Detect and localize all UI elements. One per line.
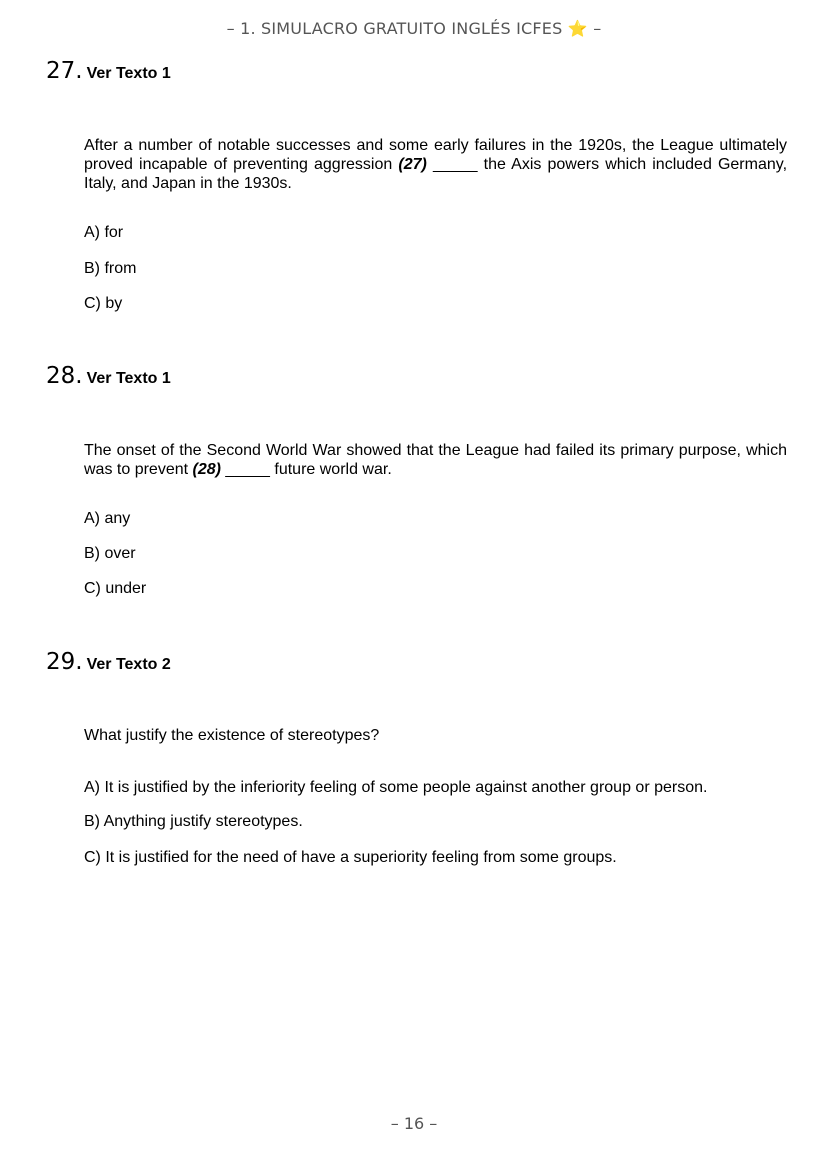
text-after-blank: the Axis powers which included Germany, Italy, and Japan in the 1930s. [84, 156, 788, 192]
option-a[interactable]: A) It is justified by the inferiority feeling of some people against another group or person. [84, 779, 708, 796]
question-text [84, 441, 787, 479]
question-number: 27. [46, 58, 83, 84]
question-27 [46, 58, 788, 312]
text-before-blank: After a number of notable successes and some early failures in the 1920s, the League ultimately proved incapable of preventing aggression [84, 137, 787, 173]
blank-line: _____ [433, 156, 478, 173]
question-text: What justify the existence of stereotypes? [84, 727, 380, 744]
header-title: – 1. SIMULACRO GRATUITO INGLÉS ICFES [226, 19, 563, 38]
option-c[interactable]: C) under [84, 580, 147, 597]
text-before-blank: The onset of the Second World War showed that the League had failed its primary purpose, which was to prevent [84, 442, 787, 478]
question-text [84, 136, 787, 193]
question-number: 29. [46, 649, 83, 675]
option-b[interactable]: B) Anything justify stereotypes. [84, 813, 303, 830]
header-suffix: – [593, 19, 602, 38]
option-b[interactable]: B) from [84, 260, 137, 277]
text-reference: Ver Texto 1 [86, 65, 171, 82]
option-a[interactable]: A) any [84, 510, 131, 527]
option-b[interactable]: B) over [84, 545, 136, 562]
question-header [46, 363, 788, 393]
option-c[interactable]: C) It is justified for the need of have a superiority feeling from some groups. [84, 849, 617, 866]
page-number: – 16 – [390, 1114, 438, 1133]
blank-number: (28) [192, 461, 221, 478]
option-a[interactable]: A) for [84, 224, 124, 241]
blank-line: _____ [225, 461, 270, 478]
question-number: 28. [46, 363, 83, 389]
star-icon: ⭐ [567, 19, 588, 38]
question-header [46, 649, 788, 679]
option-c[interactable]: C) by [84, 295, 123, 312]
question-28 [46, 363, 788, 597]
text-reference: Ver Texto 2 [86, 656, 171, 673]
page-header [0, 19, 828, 38]
blank-number: (27) [398, 156, 427, 173]
question-header [46, 58, 788, 88]
text-after-blank: future world war. [274, 461, 392, 478]
text-reference: Ver Texto 1 [86, 370, 171, 387]
question-29 [46, 649, 788, 866]
